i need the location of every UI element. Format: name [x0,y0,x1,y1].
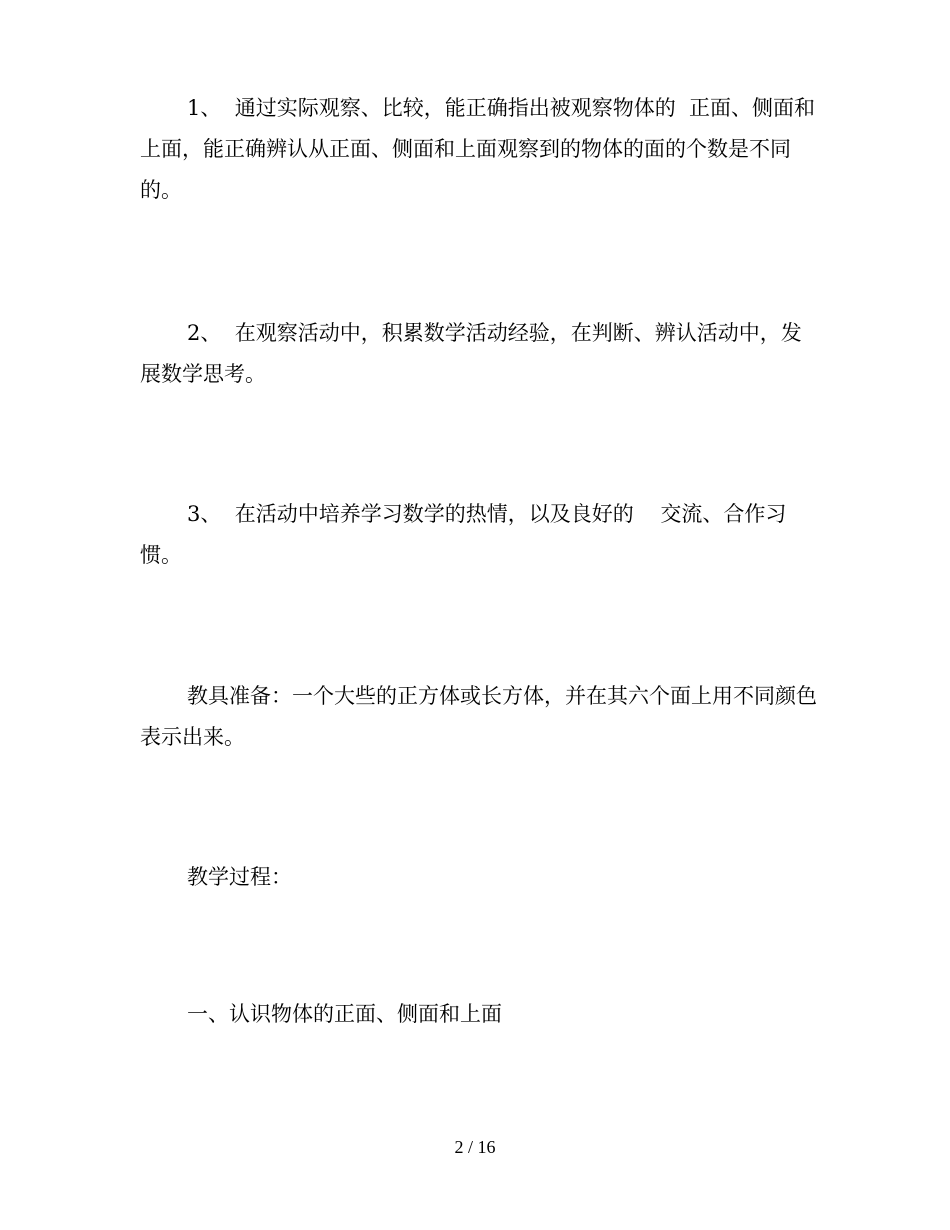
objective-paragraph-2: 2、 在观察活动中，积累数学活动经验，在判断、辨认活动中，发展数学思考。 [140,321,802,386]
objective-paragraph-1: 1、 通过实际观察、比较，能正确指出被观察物体的 正面、侧面和上面，能正确辨认从正面、侧面和上面观察到的物体的面的个数是不同的。 [140,96,816,202]
section-heading-1: 一、认识物体的正面、侧面和上面 [187,1002,502,1026]
teaching-aids-paragraph: 教具准备：一个大些的正方体或长方体，并在其六个面上用不同颜色表示出来。 [140,684,817,749]
teaching-process-heading: 教学过程： [187,865,292,889]
objective-paragraph-3: 3、 在活动中培养学习数学的热情，以及良好的 交流、合作习惯。 [140,502,787,567]
page-number: 2 / 16 [454,1137,496,1157]
